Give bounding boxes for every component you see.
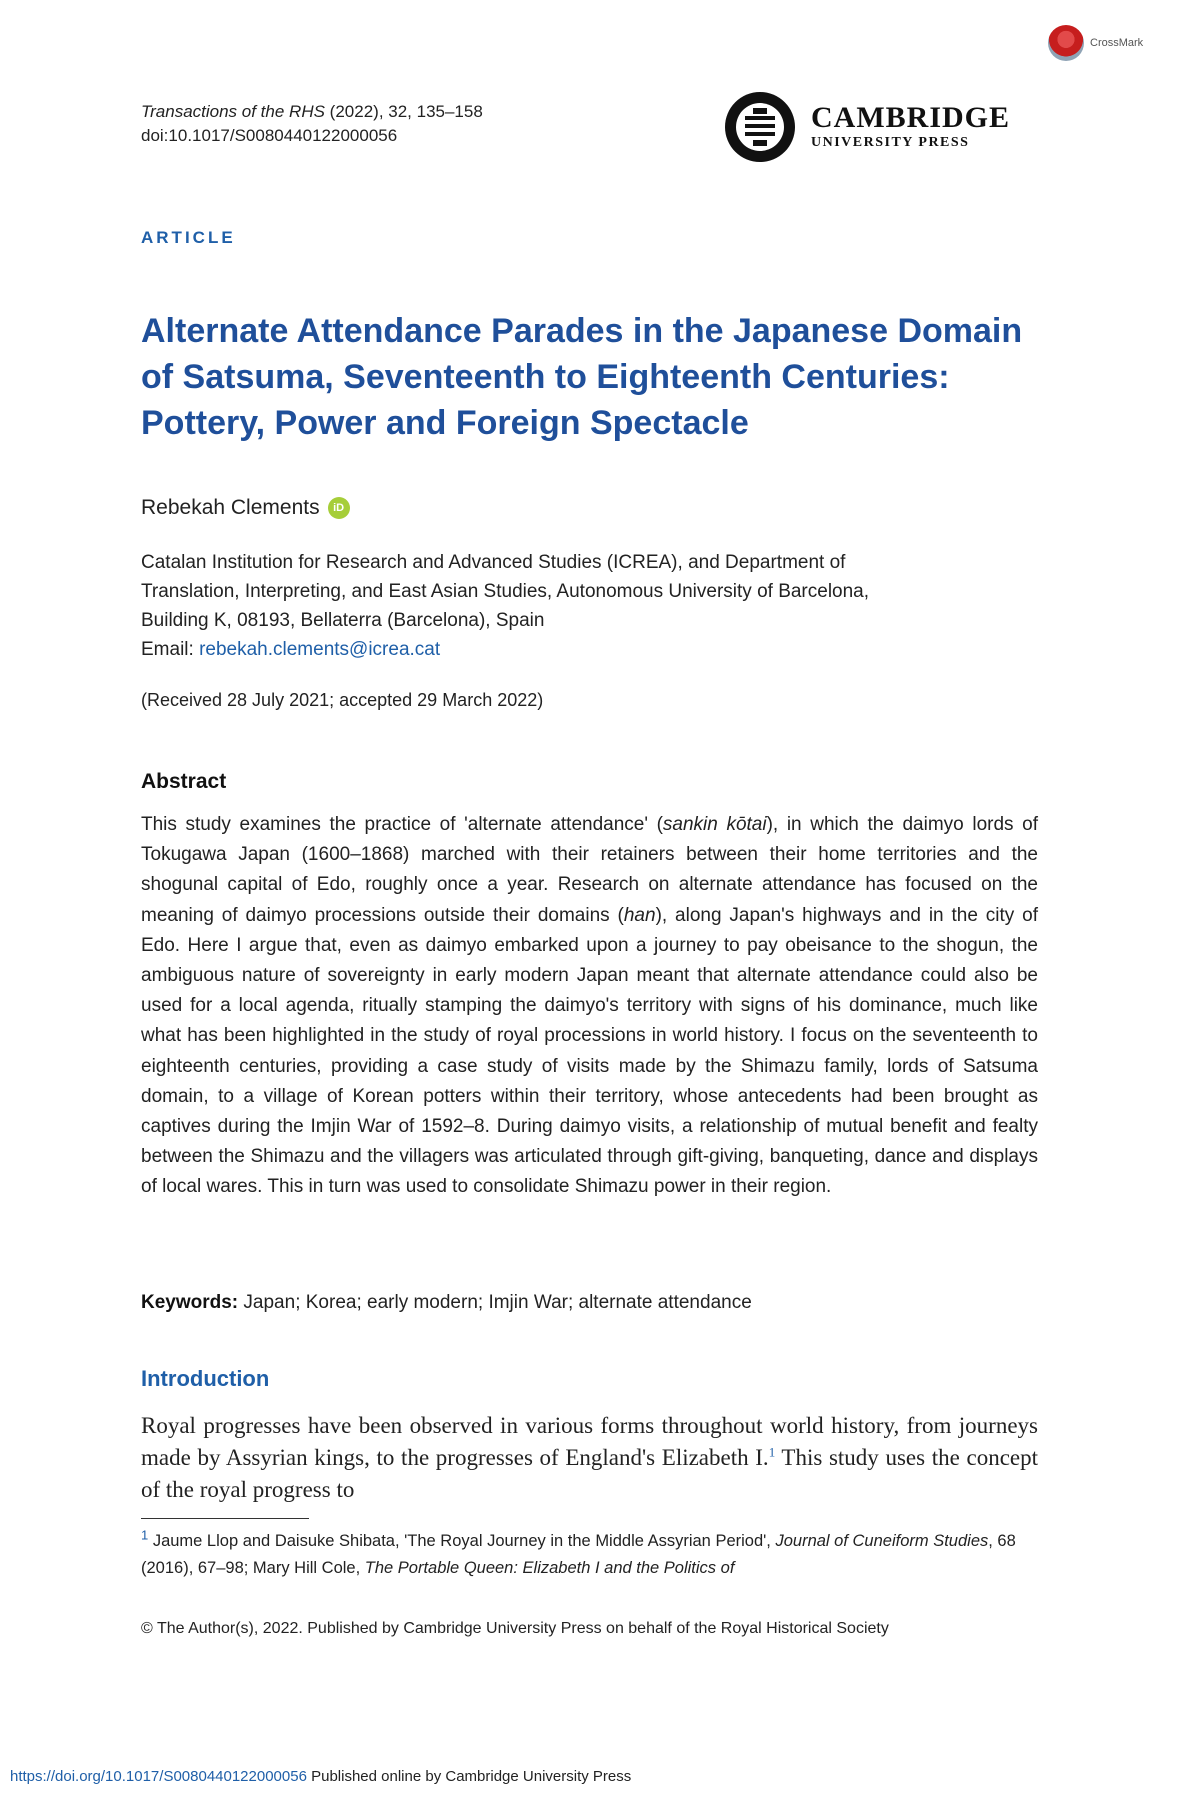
footnote-number: 1 xyxy=(141,1527,149,1543)
footnote-divider xyxy=(141,1518,309,1519)
citation-doi: doi:10.1017/S0080440122000056 xyxy=(141,126,398,145)
abstract-text-part: ), in which the daimyo lords of Tokugawa Japan (1600–1868) marched with their retainers between their home territories and the shogunal capital of Edo, roughly once a year. Research on alternate attendance has focused on the meaning of daimyo processions outside their domains ( xyxy=(141,814,1038,926)
article-type-label: ARTICLE xyxy=(141,228,236,247)
affiliation-line: Building K, 08193, Bellaterra (Barcelona), Spain xyxy=(141,610,545,631)
abstract-text-part: This study examines the practice of 'alternate attendance' ( xyxy=(141,814,663,835)
cambridge-seal-icon xyxy=(723,90,797,164)
crossmark-badge-link[interactable] xyxy=(1048,25,1143,61)
email-label: Email: xyxy=(141,639,194,660)
footnote-text: Jaume Llop and Daisuke Shibata, 'The Royal Journey in the Middle Assyrian Period', xyxy=(148,1532,776,1550)
abstract-text xyxy=(141,810,1038,1203)
abstract-term: sankin kōtai xyxy=(662,814,767,835)
article-title: Alternate Attendance Parades in the Japanese Domain of Satsuma, Seventeenth to Eighteenth Centuries: Pottery, Power and Foreign Spectacle xyxy=(141,312,1023,442)
published-online-text: Published online by Cambridge University Press xyxy=(306,1768,632,1785)
introduction-text-part: Royal progresses have been observed in various forms throughout world history, from journeys made by Assyrian kings, to the progresses of England's Elizabeth I. xyxy=(141,1413,1038,1470)
introduction-text-part: This study uses the concept of the royal progress to xyxy=(141,1445,1038,1502)
crossmark-label: CrossMark xyxy=(1090,37,1144,49)
abstract-term: han xyxy=(623,904,656,926)
crossmark-icon xyxy=(1048,25,1084,61)
abstract-heading: Abstract xyxy=(141,770,227,793)
copyright-notice: © The Author(s), 2022. Published by Cambridge University Press on behalf of the Royal Historical Society xyxy=(141,1620,889,1637)
abstract-text-part: ), along Japan's highways and in the city of Edo. Here I argue that, even as daimyo embarked upon a journey to pay obeisance to the shogun, the ambiguous nature of sovereignty in early modern Japan meant that alternate attendance could also be used for a local agenda, ritually stamping the daimyo's territory with signs of his dominance, much like what has been highlighted in the study of royal processions in world history. I focus on the seventeenth to eighteenth centuries, providing a case study of visits made by the Shimazu family, lords of Satsuma domain, to a village of Korean potters within their territory, whose antecedents had been brought as captives during the Imjin War of 1592–8. During daimyo visits, a relationship of mutual benefit and fealty between the Shimazu and the villagers was articulated through gift-giving, banqueting, dance and displays of local wares. This in turn was used to consolidate Shimazu power in their region. xyxy=(141,904,1038,1198)
publisher-wordmark xyxy=(811,103,1010,151)
keywords-label: Keywords: xyxy=(141,1292,239,1313)
footnote-journal: Journal of Cuneiform Studies xyxy=(775,1532,989,1550)
doi-link[interactable]: https://doi.org/10.1017/S0080440122000056 xyxy=(10,1768,307,1785)
keywords-value: Japan; Korea; early modern; Imjin War; alternate attendance xyxy=(243,1292,752,1313)
doi-footer xyxy=(10,1768,631,1785)
affiliation-line: Translation, Interpreting, and East Asian Studies, Autonomous University of Barcelona, xyxy=(141,581,870,602)
keywords xyxy=(141,1292,752,1314)
journal-name: Transactions of the RHS xyxy=(141,102,325,121)
footnote xyxy=(141,1528,1038,1582)
author-affiliation xyxy=(141,548,1041,664)
publisher-logo xyxy=(723,90,1010,164)
footnote-book: The Portable Queen: Elizabeth I and the Politics of xyxy=(364,1559,735,1577)
introduction-text xyxy=(141,1410,1038,1506)
affiliation-line: Catalan Institution for Research and Advanced Studies (ICREA), and Department of xyxy=(141,552,846,573)
footnote-reference-link[interactable]: 1 xyxy=(768,1444,776,1460)
publisher-subname: UNIVERSITY PRESS xyxy=(811,135,970,150)
publisher-name: CAMBRIDGE xyxy=(811,101,1011,134)
email-line xyxy=(141,635,1041,664)
orcid-icon[interactable]: iD xyxy=(328,497,350,519)
citation-line xyxy=(141,100,483,124)
citation-block xyxy=(141,100,483,148)
author-name: Rebekah Clements xyxy=(141,496,320,519)
footnote-text: , 68 (2016), 67–98; Mary Hill Cole, xyxy=(141,1532,1016,1577)
citation-details: (2022), 32, 135–158 xyxy=(329,102,483,121)
author-line xyxy=(141,496,350,520)
introduction-heading: Introduction xyxy=(141,1366,270,1391)
received-dates: (Received 28 July 2021; accepted 29 March 2022) xyxy=(141,690,544,710)
email-link[interactable]: rebekah.clements@icrea.cat xyxy=(199,639,441,660)
